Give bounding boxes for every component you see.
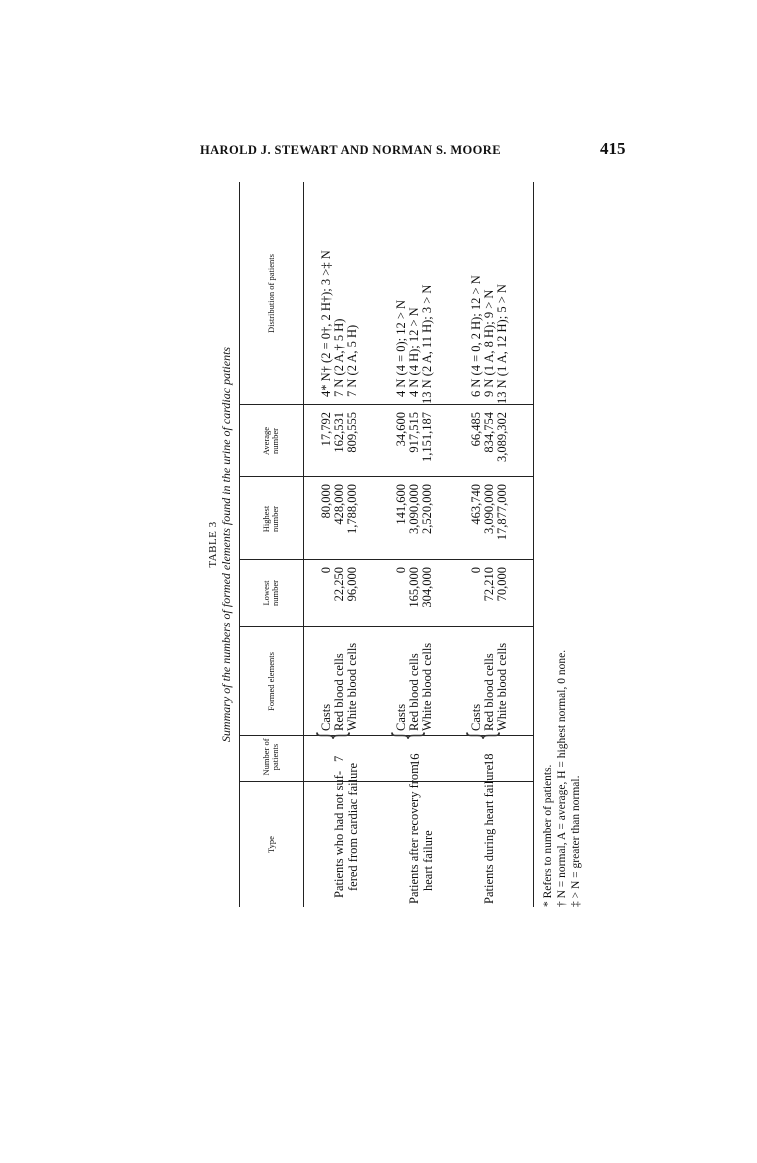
group-type: Patients during heart failure xyxy=(482,764,496,904)
highest-value: 1,788,000 xyxy=(345,484,359,534)
formed-element: White blood cells xyxy=(420,642,434,731)
formed-element: Casts xyxy=(469,703,483,731)
formed-element: Red blood cells xyxy=(407,653,421,731)
average-value: 917,515 xyxy=(407,412,421,453)
page-number: 415 xyxy=(600,139,626,158)
highest-value: 17,877,000 xyxy=(495,484,509,541)
header-number-of-patients: Number of patients xyxy=(261,738,280,776)
header-average-number: Average number xyxy=(261,426,280,456)
lowest-value: 72,210 xyxy=(482,567,496,602)
footnote: † N = normal, A = average, H = highest normal, 0 none. xyxy=(556,649,568,907)
average-value: 1,151,187 xyxy=(420,412,434,462)
average-value: 34,600 xyxy=(394,412,408,447)
rotated-table-wrapper xyxy=(197,182,647,907)
highest-value: 141,600 xyxy=(394,484,408,525)
group-n: 7 xyxy=(332,755,346,762)
header-distribution: Distribution of patients xyxy=(265,254,276,333)
lowest-value: 70,000 xyxy=(495,567,509,602)
header-lowest-number: Lowest number xyxy=(261,580,280,606)
group-n: 16 xyxy=(408,753,422,766)
highest-value: 80,000 xyxy=(319,484,333,519)
group-brace: { xyxy=(387,730,428,741)
group-type: heart failure xyxy=(421,830,435,891)
group-brace: { xyxy=(312,730,353,741)
group-brace: { xyxy=(462,730,503,741)
distribution-value: 6 N (4 = 0, 2 H); 12 > N xyxy=(469,275,483,397)
lowest-value: 165,000 xyxy=(407,567,421,608)
average-value: 17,792 xyxy=(319,412,333,447)
distribution-value: 13 N (1 A, 12 H); 5 > N xyxy=(495,284,509,404)
highest-value: 3,090,000 xyxy=(407,484,421,534)
formed-element: White blood cells xyxy=(495,642,509,731)
distribution-value: 9 N (1 A, 8 H); 9 > N xyxy=(482,289,496,397)
distribution-value: 4* N† (2 = 0†, 2 H†); 3 >‡ N xyxy=(319,250,333,397)
distribution-value: 4 N (4 = 0); 12 > N xyxy=(394,299,408,397)
formed-element: Red blood cells xyxy=(482,653,496,731)
highest-value: 2,520,000 xyxy=(420,484,434,534)
table-grid xyxy=(239,182,582,907)
lowest-value: 22,250 xyxy=(332,567,346,602)
average-value: 3,089,302 xyxy=(495,412,509,462)
group-type: Patients after recovery from xyxy=(407,764,421,904)
header-highest-number: Highest number xyxy=(261,505,280,533)
highest-value: 3,090,000 xyxy=(482,484,496,534)
footnote: * Refers to number of patients. xyxy=(542,764,554,907)
group-n: 18 xyxy=(482,753,496,766)
table-3 xyxy=(197,182,647,907)
average-value: 834,754 xyxy=(482,412,496,453)
group-type: Patients who had not suf- xyxy=(332,770,346,898)
header-rule xyxy=(303,182,304,907)
formed-element: White blood cells xyxy=(345,642,359,731)
table-caption: Summary of the numbers of formed elements found in the urine of cardiac patients xyxy=(219,346,233,743)
highest-value: 428,000 xyxy=(332,484,346,525)
highest-value: 463,740 xyxy=(469,484,483,525)
average-value: 809,555 xyxy=(345,412,359,453)
header-formed-elements: Formed elements xyxy=(265,652,276,711)
distribution-value: 7 N (2 A, 5 H) xyxy=(345,324,359,397)
lowest-value: 304,000 xyxy=(420,567,434,608)
formed-element: Casts xyxy=(319,703,333,731)
lowest-value: 0 xyxy=(469,567,483,574)
running-head: HAROLD J. STEWART AND NORMAN S. MOORE xyxy=(200,143,501,157)
distribution-value: 7 N (2 A,† 5 H) xyxy=(332,318,346,397)
average-value: 162,531 xyxy=(332,412,346,453)
distribution-value: 13 N (2 A, 11 H); 3 > N xyxy=(420,284,434,404)
average-value: 66,485 xyxy=(469,412,483,447)
lowest-value: 0 xyxy=(394,567,408,574)
distribution-value: 4 N (4 H); 12 > N xyxy=(407,307,421,397)
table-number: TABLE 3 xyxy=(207,521,219,568)
formed-element: Red blood cells xyxy=(332,653,346,731)
table-bottom-rule xyxy=(533,182,534,907)
lowest-value: 96,000 xyxy=(345,567,359,602)
formed-element: Casts xyxy=(394,703,408,731)
header-type: Type xyxy=(265,836,276,853)
lowest-value: 0 xyxy=(319,567,333,574)
footnote: ‡ > N = greater than normal. xyxy=(570,775,582,907)
table-top-rule xyxy=(239,182,240,907)
group-type: fered from cardiac failure xyxy=(346,762,360,891)
